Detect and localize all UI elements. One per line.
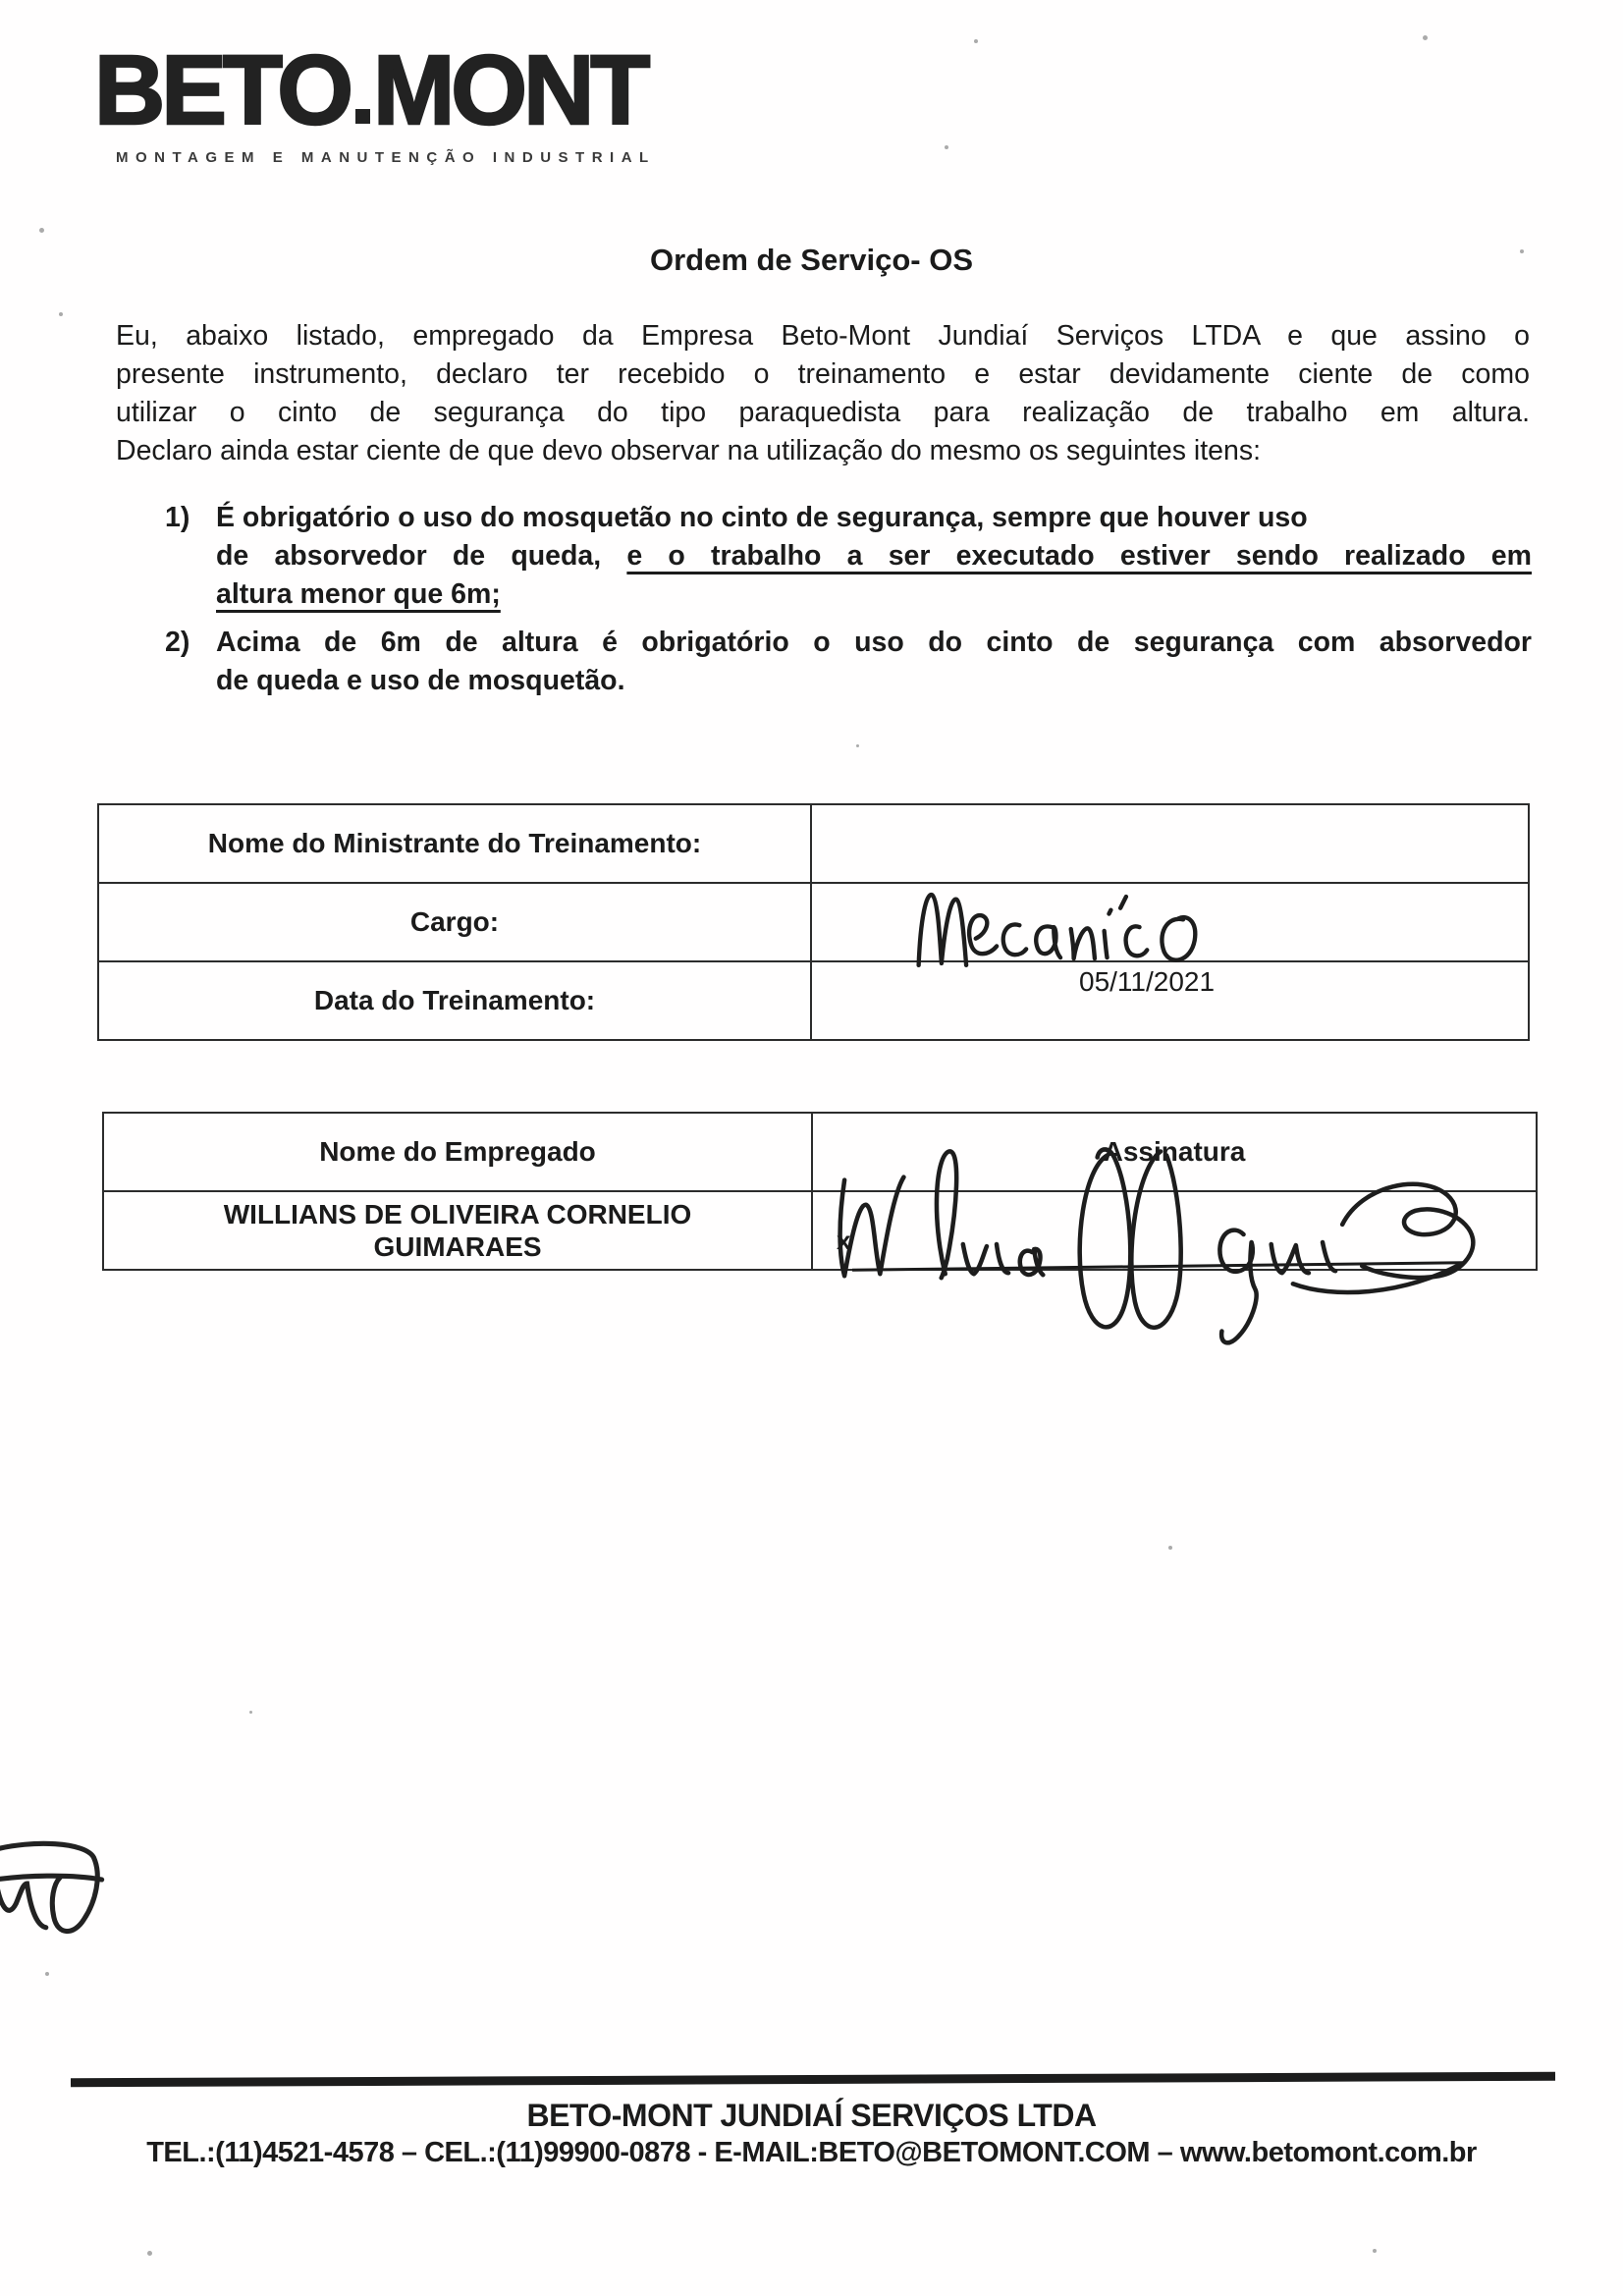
signature-x-mark: x [837,1226,851,1255]
intro-line: utilizar o cinto de segurança do tipo paraquedista para realização de trabalho em altura. [116,397,1530,428]
list-item-1 [165,499,1532,614]
logo-tagline: MONTAGEM E MANUTENÇÃO INDUSTRIAL [116,149,656,166]
table-header-row [103,1113,1537,1191]
list-item-number: 2) [165,627,190,658]
betomont-logo [94,35,656,145]
scan-speck [1520,249,1524,253]
footer-contact-info: TEL.:(11)4521-4578 – CEL.:(11)99900-0878 - E-MAIL:BETO@BETOMONT.COM – www.betomont.com.br [146,2137,1477,2168]
value-ministrante-cell[interactable] [811,804,1529,883]
intro-line: Eu, abaixo listado, empregado da Empresa Beto-Mont Jundiaí Serviços LTDA e que assino o [116,320,1530,352]
table-row [98,804,1529,883]
scan-speck [147,2251,152,2256]
list-item-text: É obrigatório o uso do mosquetão no cinto de segurança, sempre que houver uso de absorvedor de queda, e o trabalho a ser executado estiver sendo realizado em altura menor que 6m; [216,502,1532,610]
training-table [97,803,1530,1041]
header-assinatura: Assinatura [812,1113,1537,1191]
intro-line: presente instrumento, declaro ter recebido o treinamento e estar devidamente ciente de como [116,358,1530,390]
employee-name: WILLIANS DE OLIVEIRA CORNELIO GUIMARAES [103,1191,812,1270]
table-row [98,883,1529,961]
table-row [98,961,1529,1040]
training-date-value: 05/11/2021 [1079,966,1216,997]
scan-speck [1168,1546,1172,1550]
scan-speck [856,744,859,747]
logo-dot-icon [355,109,370,124]
scan-speck [974,39,978,43]
page-title: Ordem de Serviço- OS [649,243,974,277]
scan-speck [1423,35,1428,40]
logo-word-left: BETO [94,35,350,145]
logo-word-right: MONT [372,35,647,145]
label-data-treinamento: Data do Treinamento: [98,961,811,1040]
label-cargo: Cargo: [98,883,811,961]
list-item-text: Acima de 6m de altura é obrigatório o uso do cinto de segurança com absorvedor de queda e uso de mosquetão. [216,627,1532,696]
intro-paragraph [116,317,1530,470]
header-nome-empregado: Nome do Empregado [103,1113,812,1191]
employee-table [102,1112,1538,1271]
scan-speck [945,145,948,149]
list-item-2 [165,624,1532,700]
intro-line: Declaro ainda estar ciente de que devo observar na utilização do mesmo os seguintes itens: [116,435,1262,466]
footer-divider [71,2072,1555,2088]
table-row [103,1191,1537,1270]
company-logo-block [94,35,656,166]
scan-speck [39,228,44,233]
rules-list [165,499,1532,710]
label-ministrante: Nome do Ministrante do Treinamento: [98,804,811,883]
scan-speck [45,1972,49,1976]
footer-company-name: BETO-MONT JUNDIAÍ SERVIÇOS LTDA [526,2098,1097,2133]
pen-scribble [0,1812,124,1945]
value-cargo-cell[interactable] [811,883,1529,961]
signature-cell[interactable] [812,1191,1537,1270]
scan-speck [59,312,63,316]
list-item-number: 1) [165,502,190,533]
scan-speck [1373,2249,1377,2253]
scan-speck [249,1711,252,1714]
